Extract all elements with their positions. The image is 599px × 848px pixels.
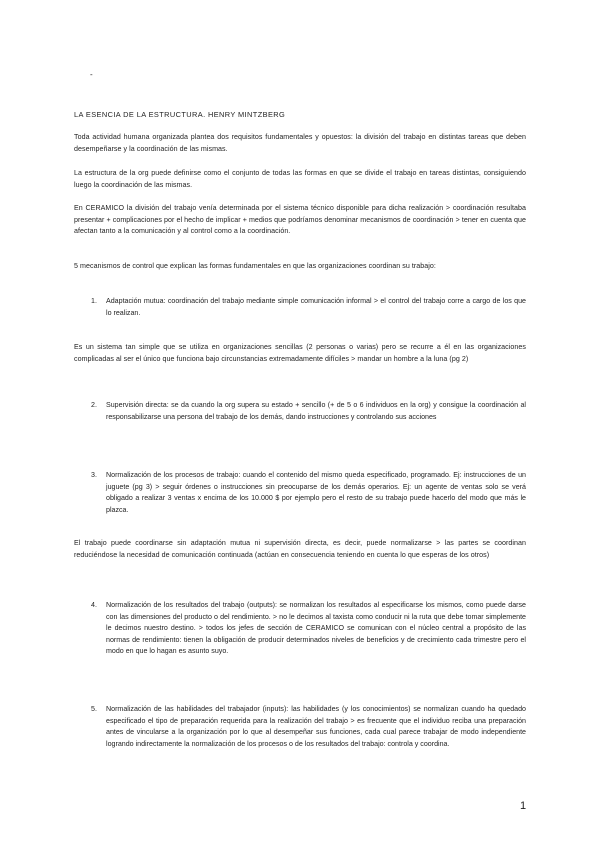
list-item-text: Normalización de las habilidades del trabajador (inputs): las habilidades (y los conocimientos) se normalizan cuando ha quedado especificado el tipo de preparación requerida para la realización del trabajo > es frecuente que el individuo reciba una preparación antes de vincularse a la organización por lo que al desempeñar sus funciones, cada cual parece trabajar de modo independiente logrando indirectamente la normalización de los procesos o de los resultados del trabajo: controla y coordina. <box>106 705 526 748</box>
list-item-text: Adaptación mutua: coordinación del trabajo mediante simple comunicación informal > el control del trabajo corre a cargo de los que lo realizan. <box>106 297 526 317</box>
list-item-number: 2. <box>91 401 97 409</box>
list-item-number: 1. <box>91 297 97 305</box>
paragraph-definition: La estructura de la org puede definirse como el conjunto de todas las formas en que se divide el trabajo en tareas distintas, consiguiendo luego la coordinación de las mismas. <box>74 169 526 189</box>
paragraph-mechanisms: 5 mecanismos de control que explican las formas fundamentales en que las organizaciones coordinan su trabajo: <box>74 262 436 270</box>
list-item-text: Normalización de los procesos de trabajo: cuando el contenido del mismo queda especificado, programado. Ej: instrucciones de un juguete (pg 3) > seguir órdenes o instrucciones sin preocuparse de los demás operarios. Ej: un agente de ventas solo se verá obligado a realizar 3 ventas x encima de los 10.000 $ por ejemplo pero el resto de su trabajo puede hacerlo del modo que más le plazca. <box>106 471 526 514</box>
list-item-number: 3. <box>91 471 97 479</box>
stray-dash: - <box>90 70 93 79</box>
list-item-text: Supervisión directa: se da cuando la org supera su estado + sencillo (+ de 5 o 6 individuos en la org) y consigue la coordinación al responsabilizarse una persona del trabajo de los demás, dando instrucciones y controlando sus acciones <box>106 401 526 421</box>
paragraph-normalization: El trabajo puede coordinarse sin adaptación mutua ni supervisión directa, es decir, puede normalizarse > las partes se coordinan reduciéndose la necesidad de comunicación continuada (actúan en consecuencia teniendo en cuenta lo que esperas de los otros) <box>74 539 526 559</box>
list-item-number: 5. <box>91 705 97 713</box>
document-title: LA ESENCIA DE LA ESTRUCTURA. HENRY MINTZBERG <box>74 110 286 119</box>
paragraph-ceramico: En CERAMICO la división del trabajo venía determinada por el sistema técnico disponible para dicha realización > coordinación resultaba presentar + complicaciones por el hecho de implicar + medios que podríamos denominar mecanismos de coordinación > tener en cuenta que afectan tanto a la comunicación y al control como a la coordinación. <box>74 204 526 236</box>
paragraph-simple-system: Es un sistema tan simple que se utiliza en organizaciones sencillas (2 personas o varias) pero se recurre a él en las organizaciones complicadas al ser el único que funciona bajo circunstancias extremadamente difíciles > mandar un hombre a la luna (pg 2) <box>74 343 526 363</box>
list-item-number: 4. <box>91 601 97 609</box>
paragraph-intro: Toda actividad humana organizada plantea dos requisitos fundamentales y opuestos: la división del trabajo en distintas tareas que deben desempeñarse y la coordinación de las mismas. <box>74 133 526 153</box>
list-item-text: Normalización de los resultados del trabajo (outputs): se normalizan los resultados al especificarse los mismos, como puede darse con las dimensiones del producto o del rendimiento. > no le decimos al taxista como conducir ni la ruta que debe tomar simplemente le decimos nuestro destino. > todos los jefes de sección de CERAMICO se comunican con el núcleo central a propósito de las normas de rendimiento: tienen la obligación de producir determinados niveles de beneficios y de crecimiento cada trimestre pero el modo en que lo hagan es asunto suyo. <box>106 601 526 656</box>
page-number: 1 <box>520 800 527 812</box>
